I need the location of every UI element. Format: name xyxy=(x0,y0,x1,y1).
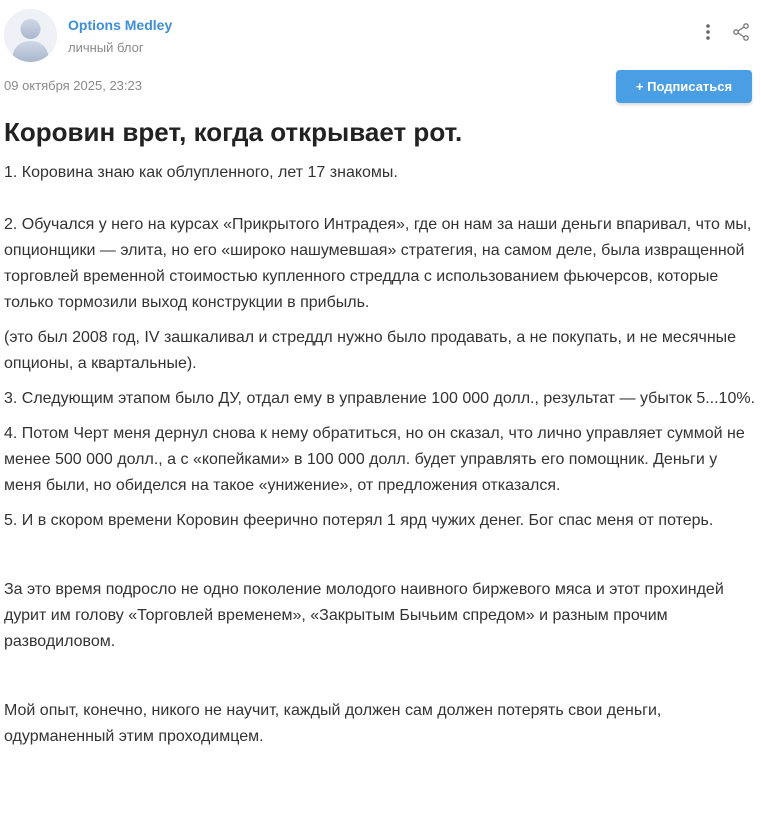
share-icon[interactable] xyxy=(731,22,751,42)
post-paragraph: За это время подросло не одно поколение молодого наивного биржевого мяса и этот прохиндей дурит им голову «Торговлей временем», «Закрытым Бычьим спредом» и разным прочим разводиловом. xyxy=(4,581,724,650)
post-body xyxy=(4,160,756,759)
post-date: 09 октября 2025, 23:23 xyxy=(4,78,142,93)
subscribe-button[interactable]: + Подписаться xyxy=(616,70,752,103)
user-avatar-icon[interactable] xyxy=(4,9,57,62)
post-paragraph: 1. Коровина знаю как облупленного, лет 17 знакомы. xyxy=(4,164,398,181)
post-paragraph: Мой опыт, конечно, никого не научит, каждый должен сам должен потерять свои деньги, одурманенный этим проходимцем. xyxy=(4,702,662,745)
post-paragraph: 5. И в скором времени Коровин феерично потерял 1 ярд чужих денег. Бог спас меня от потерь. xyxy=(4,512,714,529)
blog-type-label: личный блог xyxy=(68,40,144,55)
post-title: Коровин врет, когда открывает рот. xyxy=(4,117,463,147)
post-paragraph: (это был 2008 год, IV зашкаливал и стреддл нужно было продавать, а не покупать, и не месячные опционы, а квартальные). xyxy=(4,329,737,372)
post-paragraph: 2. Обучался у него на курсах «Прикрытого Интрадея», где он нам за наши деньги впаривал, что мы, опционщики — элита, но его «широко нашумевшая» стратегия, на самом деле, была извращенной торговлей временной стоимостью купленного стреддла с использованием фьючерсов, которые только тормозили выход конструкции в прибыль. xyxy=(4,216,752,311)
post-header xyxy=(0,0,761,70)
post-paragraph: 3. Следующим этапом было ДУ, отдал ему в управление 100 000 долл., результат — убыток 5...10%. xyxy=(4,390,756,407)
post-paragraph: 4. Потом Черт меня дернул снова к нему обратиться, но он сказал, что лично управляет суммой не менее 500 000 долл., а с «копейками» в 100 000 долл. будет управлять его помощник. Деньги у меня были, но обиделся на такое «унижение», от предложения отказался. xyxy=(4,425,745,494)
author-name-link[interactable]: Options Medley xyxy=(68,17,173,33)
more-vertical-icon[interactable] xyxy=(700,22,716,42)
